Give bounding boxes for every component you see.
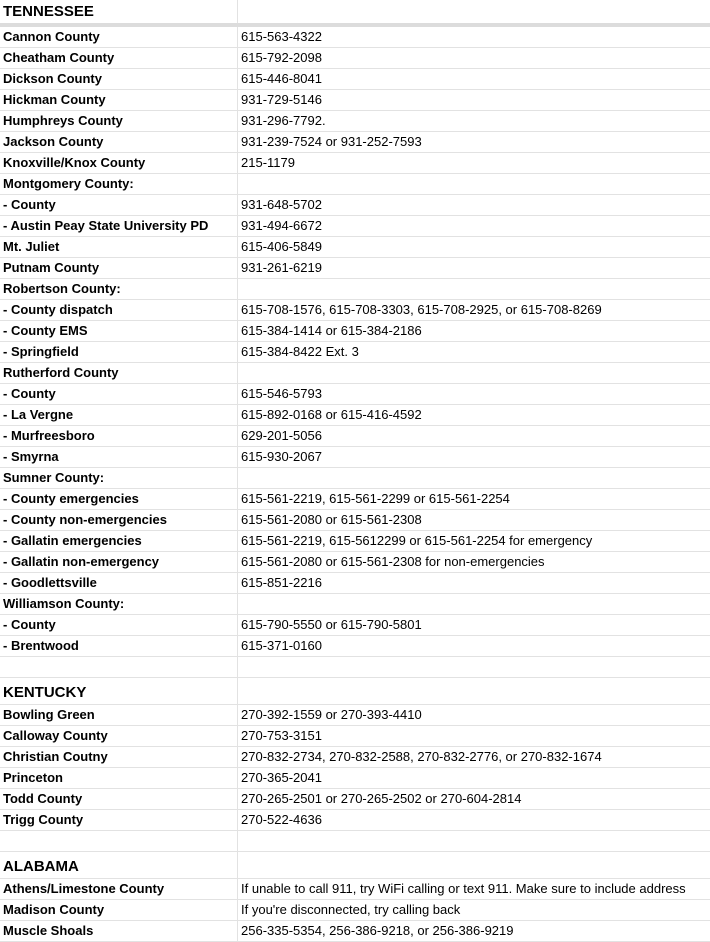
phone-cell: 931-239-7524 or 931-252-7593 (241, 134, 422, 149)
table-row (0, 216, 710, 237)
header-empty-cell (238, 852, 710, 878)
blank-cell (0, 657, 238, 677)
place-cell: Princeton (0, 768, 238, 788)
phone-cell: 629-201-5056 (241, 428, 322, 443)
table-row (0, 363, 710, 384)
table-row (0, 237, 710, 258)
place-cell: - Smyrna (0, 447, 238, 467)
table-row (0, 510, 710, 531)
phone-cell: 615-930-2067 (241, 449, 322, 464)
phone-cell: 615-561-2219, 615-5612299 or 615-561-2254 for emergency (241, 533, 593, 548)
phone-cell: 270-365-2041 (241, 770, 322, 785)
header-empty-cell (238, 0, 710, 23)
phone-cell: 615-384-1414 or 615-384-2186 (241, 323, 422, 338)
place-cell: - County emergencies (0, 489, 238, 509)
phone-cell: 615-708-1576, 615-708-3303, 615-708-2925, or 615-708-8269 (241, 302, 602, 317)
place-cell: - Goodlettsville (0, 573, 238, 593)
place-cell: Hickman County (0, 90, 238, 110)
phone-cell: 615-546-5793 (241, 386, 322, 401)
table-row (0, 636, 710, 657)
place-cell: - County (0, 384, 238, 404)
place-cell: - Murfreesboro (0, 426, 238, 446)
place-cell: Mt. Juliet (0, 237, 238, 257)
table-row (0, 69, 710, 90)
table-row (0, 768, 710, 789)
phone-cell: 615-792-2098 (241, 50, 322, 65)
place-cell: Rutherford County (0, 363, 238, 383)
table-row (0, 321, 710, 342)
phone-cell (238, 363, 710, 383)
table-row (0, 726, 710, 747)
blank-row (0, 657, 710, 678)
phone-cell: 615-406-5849 (241, 239, 322, 254)
table-row (0, 48, 710, 69)
phone-cell: 215-1179 (241, 155, 295, 170)
phone-cell (238, 174, 710, 194)
state-header-row (0, 0, 710, 27)
place-cell: - Gallatin emergencies (0, 531, 238, 551)
phone-cell: 931-296-7792. (241, 113, 326, 128)
blank-row (0, 831, 710, 852)
place-cell: - Gallatin non-emergency (0, 552, 238, 572)
phone-cell: 931-648-5702 (241, 197, 322, 212)
state-title: ALABAMA (0, 852, 238, 878)
phone-cell: 270-832-2734, 270-832-2588, 270-832-2776, or 270-832-1674 (241, 749, 602, 764)
blank-cell (238, 831, 710, 851)
place-cell: Humphreys County (0, 111, 238, 131)
phone-cell: 931-494-6672 (241, 218, 322, 233)
state-header-row (0, 678, 710, 705)
table-row (0, 594, 710, 615)
phone-cell: If unable to call 911, try WiFi calling or text 911. Make sure to include address (241, 881, 686, 896)
phone-cell: 270-522-4636 (241, 812, 322, 827)
table-row (0, 615, 710, 636)
place-cell: Trigg County (0, 810, 238, 830)
table-row (0, 405, 710, 426)
table-row (0, 552, 710, 573)
blank-cell (0, 831, 238, 851)
phone-cell (238, 594, 710, 614)
place-cell: Christian Coutny (0, 747, 238, 767)
table-row (0, 468, 710, 489)
place-cell: Muscle Shoals (0, 921, 238, 941)
table-row (0, 27, 710, 48)
place-cell: Madison County (0, 900, 238, 920)
place-cell: Knoxville/Knox County (0, 153, 238, 173)
place-cell: Todd County (0, 789, 238, 809)
table-row (0, 900, 710, 921)
table-row (0, 111, 710, 132)
place-cell: Cannon County (0, 27, 238, 47)
table-row (0, 489, 710, 510)
table-row (0, 132, 710, 153)
place-cell: - County (0, 195, 238, 215)
place-cell: - Brentwood (0, 636, 238, 656)
state-title: TENNESSEE (0, 0, 238, 23)
table-row (0, 300, 710, 321)
state-title: KENTUCKY (0, 678, 238, 704)
place-cell: - Austin Peay State University PD (0, 216, 238, 236)
phone-cell: 615-561-2080 or 615-561-2308 for non-emergencies (241, 554, 545, 569)
place-cell: Sumner County: (0, 468, 238, 488)
phone-cell: 931-261-6219 (241, 260, 322, 275)
phone-cell: 615-371-0160 (241, 638, 322, 653)
table-row (0, 153, 710, 174)
phone-cell: 256-335-5354, 256-386-9218, or 256-386-9219 (241, 923, 514, 938)
state-header-row (0, 852, 710, 879)
phone-cell: 615-384-8422 Ext. 3 (241, 344, 359, 359)
place-cell: - County EMS (0, 321, 238, 341)
phone-cell: 615-446-8041 (241, 71, 322, 86)
phone-cell: 615-790-5550 or 615-790-5801 (241, 617, 422, 632)
place-cell: Cheatham County (0, 48, 238, 68)
place-cell: - La Vergne (0, 405, 238, 425)
table-row (0, 810, 710, 831)
phone-cell (238, 279, 710, 299)
place-cell: - County dispatch (0, 300, 238, 320)
place-cell: Robertson County: (0, 279, 238, 299)
table-row (0, 384, 710, 405)
place-cell: - County non-emergencies (0, 510, 238, 530)
table-row (0, 342, 710, 363)
table-row (0, 789, 710, 810)
table-row (0, 195, 710, 216)
place-cell: Bowling Green (0, 705, 238, 725)
table-row (0, 705, 710, 726)
place-cell: - Springfield (0, 342, 238, 362)
table-row (0, 279, 710, 300)
phone-cell (238, 468, 710, 488)
table-row (0, 90, 710, 111)
phone-cell: 615-892-0168 or 615-416-4592 (241, 407, 422, 422)
table-row (0, 879, 710, 900)
place-cell: Athens/Limestone County (0, 879, 238, 899)
table-row (0, 573, 710, 594)
place-cell: - County (0, 615, 238, 635)
table-row (0, 447, 710, 468)
table-row (0, 531, 710, 552)
place-cell: Williamson County: (0, 594, 238, 614)
phone-cell: 270-753-3151 (241, 728, 322, 743)
phone-cell: 615-563-4322 (241, 29, 322, 44)
table-row (0, 747, 710, 768)
table-row (0, 426, 710, 447)
place-cell: Calloway County (0, 726, 238, 746)
table-row (0, 258, 710, 279)
header-empty-cell (238, 678, 710, 704)
phone-cell: 615-851-2216 (241, 575, 322, 590)
place-cell: Putnam County (0, 258, 238, 278)
phone-cell: 270-392-1559 or 270-393-4410 (241, 707, 422, 722)
phone-cell: If you're disconnected, try calling back (241, 902, 461, 917)
phone-cell: 931-729-5146 (241, 92, 322, 107)
phone-cell: 615-561-2080 or 615-561-2308 (241, 512, 422, 527)
place-cell: Jackson County (0, 132, 238, 152)
place-cell: Dickson County (0, 69, 238, 89)
phone-cell: 615-561-2219, 615-561-2299 or 615-561-2254 (241, 491, 510, 506)
phone-cell: 270-265-2501 or 270-265-2502 or 270-604-2814 (241, 791, 522, 806)
table-row (0, 174, 710, 195)
blank-cell (238, 657, 710, 677)
place-cell: Montgomery County: (0, 174, 238, 194)
table-row (0, 921, 710, 942)
